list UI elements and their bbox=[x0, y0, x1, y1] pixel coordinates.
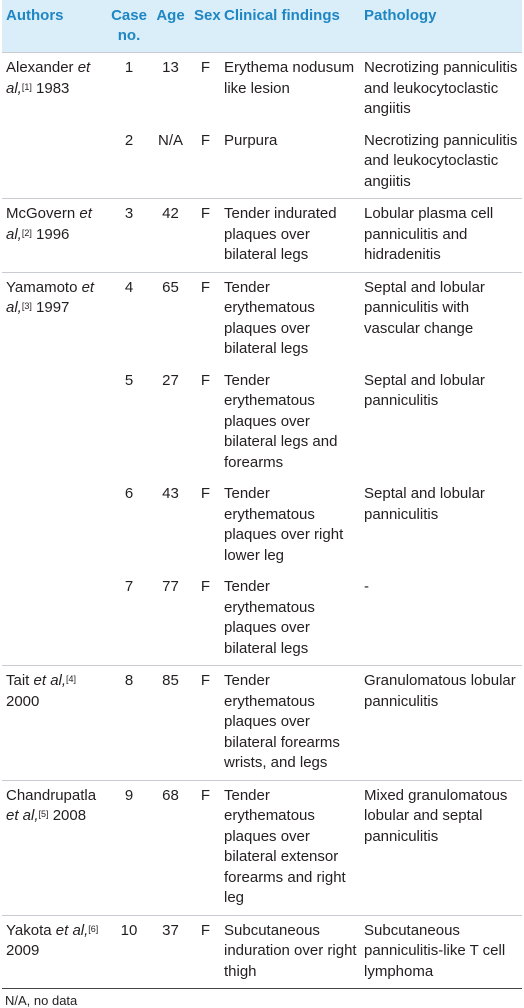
author-etal: et al, bbox=[6, 278, 95, 316]
author-reference: [6] bbox=[88, 923, 99, 934]
cell-author bbox=[2, 915, 107, 989]
cell-clinical-findings: Tender indurated plaques over bilateral legs bbox=[220, 199, 360, 273]
table-body bbox=[2, 53, 522, 989]
cell-case-no: 7 bbox=[124, 578, 134, 595]
cell-age: 27 bbox=[162, 371, 179, 389]
header-case-no: Case no. bbox=[111, 7, 147, 44]
table-row bbox=[2, 915, 522, 989]
cell-age: 43 bbox=[162, 485, 179, 502]
cell-pathology: Septal and lobular panniculitis bbox=[364, 485, 485, 523]
cell-clinical-findings: Tender erythematous plaques over bilateral legs bbox=[220, 272, 360, 366]
cell-case-no: 5 bbox=[124, 371, 134, 389]
author-etal: et al, bbox=[6, 59, 91, 97]
author-etal: et al, bbox=[6, 205, 92, 243]
table-row bbox=[2, 666, 522, 781]
cell-clinical-findings: Tender erythematous plaques over bilateral forearms wrists, and legs bbox=[220, 666, 360, 781]
cell-age: 77 bbox=[162, 578, 179, 595]
cell-age: N/A bbox=[157, 131, 183, 149]
author-etal: et al, bbox=[55, 921, 89, 939]
table-footnote: N/A, no data bbox=[5, 993, 78, 1008]
author-year: 1997 bbox=[36, 299, 70, 316]
cell-case-no: 10 bbox=[107, 915, 150, 989]
cell-sex: F bbox=[200, 578, 211, 595]
cell-pathology: Necrotizing panniculitis and leukocytoclastic angiitis bbox=[364, 131, 518, 190]
cell-clinical-findings: Erythema nodusum like lesion bbox=[220, 53, 360, 126]
author-reference: [3] bbox=[21, 301, 32, 311]
cell-case-no: 9 bbox=[107, 780, 150, 915]
cell-sex: F bbox=[200, 131, 211, 149]
author-name: Yamamoto bbox=[6, 278, 78, 296]
cell-age: 68 bbox=[150, 780, 190, 915]
author-year: 2000 bbox=[6, 692, 40, 710]
cell-pathology: - bbox=[364, 578, 369, 595]
cell-age: 37 bbox=[150, 915, 190, 989]
author-year: 2009 bbox=[6, 942, 40, 959]
cell-author bbox=[2, 272, 107, 366]
author-name: Alexander bbox=[6, 59, 74, 76]
cell-clinical-findings: Tender erythematous plaques over bilateral legs and forearms bbox=[224, 371, 338, 471]
author-name: Tait bbox=[6, 672, 30, 689]
cell-author bbox=[2, 479, 107, 572]
header-clinical-findings: Clinical findings bbox=[224, 7, 340, 24]
author-etal: et al, bbox=[33, 672, 67, 689]
cell-sex: F bbox=[190, 780, 220, 915]
cell-sex: F bbox=[190, 199, 220, 273]
author-reference: [1] bbox=[21, 81, 32, 92]
cell-sex: F bbox=[190, 272, 220, 366]
table-row bbox=[2, 199, 522, 273]
cell-sex: F bbox=[190, 915, 220, 989]
case-table bbox=[2, 0, 522, 989]
cell-age: 42 bbox=[150, 199, 190, 273]
cell-author bbox=[2, 366, 107, 480]
cell-sex: F bbox=[190, 666, 220, 781]
cell-pathology: Septal and lobular panniculitis bbox=[364, 371, 485, 409]
cell-author bbox=[2, 199, 107, 273]
table-header-row bbox=[2, 0, 522, 53]
table-row bbox=[2, 126, 522, 199]
table-row bbox=[2, 272, 522, 366]
author-reference: [4] bbox=[66, 674, 77, 684]
header-sex: Sex bbox=[194, 7, 221, 24]
header-age: Age bbox=[156, 7, 185, 24]
cell-clinical-findings: Tender erythematous plaques over right lower leg bbox=[224, 485, 344, 564]
cell-age: 85 bbox=[150, 666, 190, 781]
author-year: 1983 bbox=[36, 79, 70, 97]
table-row bbox=[2, 53, 522, 126]
cell-clinical-findings: Purpura bbox=[224, 131, 278, 149]
cell-age: 13 bbox=[150, 53, 190, 126]
cell-author bbox=[2, 666, 107, 781]
author-name: Yakota bbox=[6, 921, 52, 939]
author-year: 2008 bbox=[52, 807, 87, 824]
author-name: Chandrupatla bbox=[6, 786, 97, 804]
cell-case-no: 8 bbox=[107, 666, 150, 781]
cell-case-no: 1 bbox=[107, 53, 150, 126]
table-row bbox=[2, 780, 522, 915]
header-pathology: Pathology bbox=[364, 7, 437, 24]
cell-clinical-findings: Tender erythematous plaques over bilateral extensor forearms and right leg bbox=[220, 780, 360, 915]
table-row bbox=[2, 479, 522, 572]
cell-clinical-findings: Tender erythematous plaques over bilateral legs bbox=[224, 578, 315, 657]
cell-author bbox=[2, 780, 107, 915]
author-year: 1996 bbox=[36, 225, 70, 243]
cell-author bbox=[2, 126, 107, 199]
cell-case-no: 6 bbox=[124, 485, 134, 502]
author-reference: [5] bbox=[38, 809, 49, 819]
author-etal: et al, bbox=[6, 807, 39, 824]
table-row bbox=[2, 572, 522, 666]
cell-pathology: Lobular plasma cell panniculitis and hidradenitis bbox=[360, 199, 522, 273]
cell-case-no: 4 bbox=[107, 272, 150, 366]
cell-sex: F bbox=[200, 371, 211, 389]
cell-sex: F bbox=[200, 485, 211, 502]
cell-clinical-findings: Subcutaneous induration over right thigh bbox=[220, 915, 360, 989]
cell-pathology: Mixed granulomatous lobular and septal panniculitis bbox=[360, 780, 522, 915]
cell-case-no: 2 bbox=[124, 131, 134, 149]
cell-author bbox=[2, 53, 107, 126]
table-row bbox=[2, 366, 522, 480]
cell-case-no: 3 bbox=[107, 199, 150, 273]
cell-author bbox=[2, 572, 107, 666]
cell-pathology: Subcutaneous panniculitis-like T cell lymphoma bbox=[360, 915, 522, 989]
cell-pathology: Septal and lobular panniculitis with vascular change bbox=[360, 272, 522, 366]
header-authors: Authors bbox=[6, 7, 64, 24]
author-reference: [2] bbox=[21, 227, 32, 238]
author-name: McGovern bbox=[6, 205, 76, 222]
cell-age: 65 bbox=[150, 272, 190, 366]
cell-pathology: Granulomatous lobular panniculitis bbox=[360, 666, 522, 781]
cell-sex: F bbox=[190, 53, 220, 126]
cell-pathology: Necrotizing panniculitis and leukocytoclastic angiitis bbox=[360, 53, 522, 126]
